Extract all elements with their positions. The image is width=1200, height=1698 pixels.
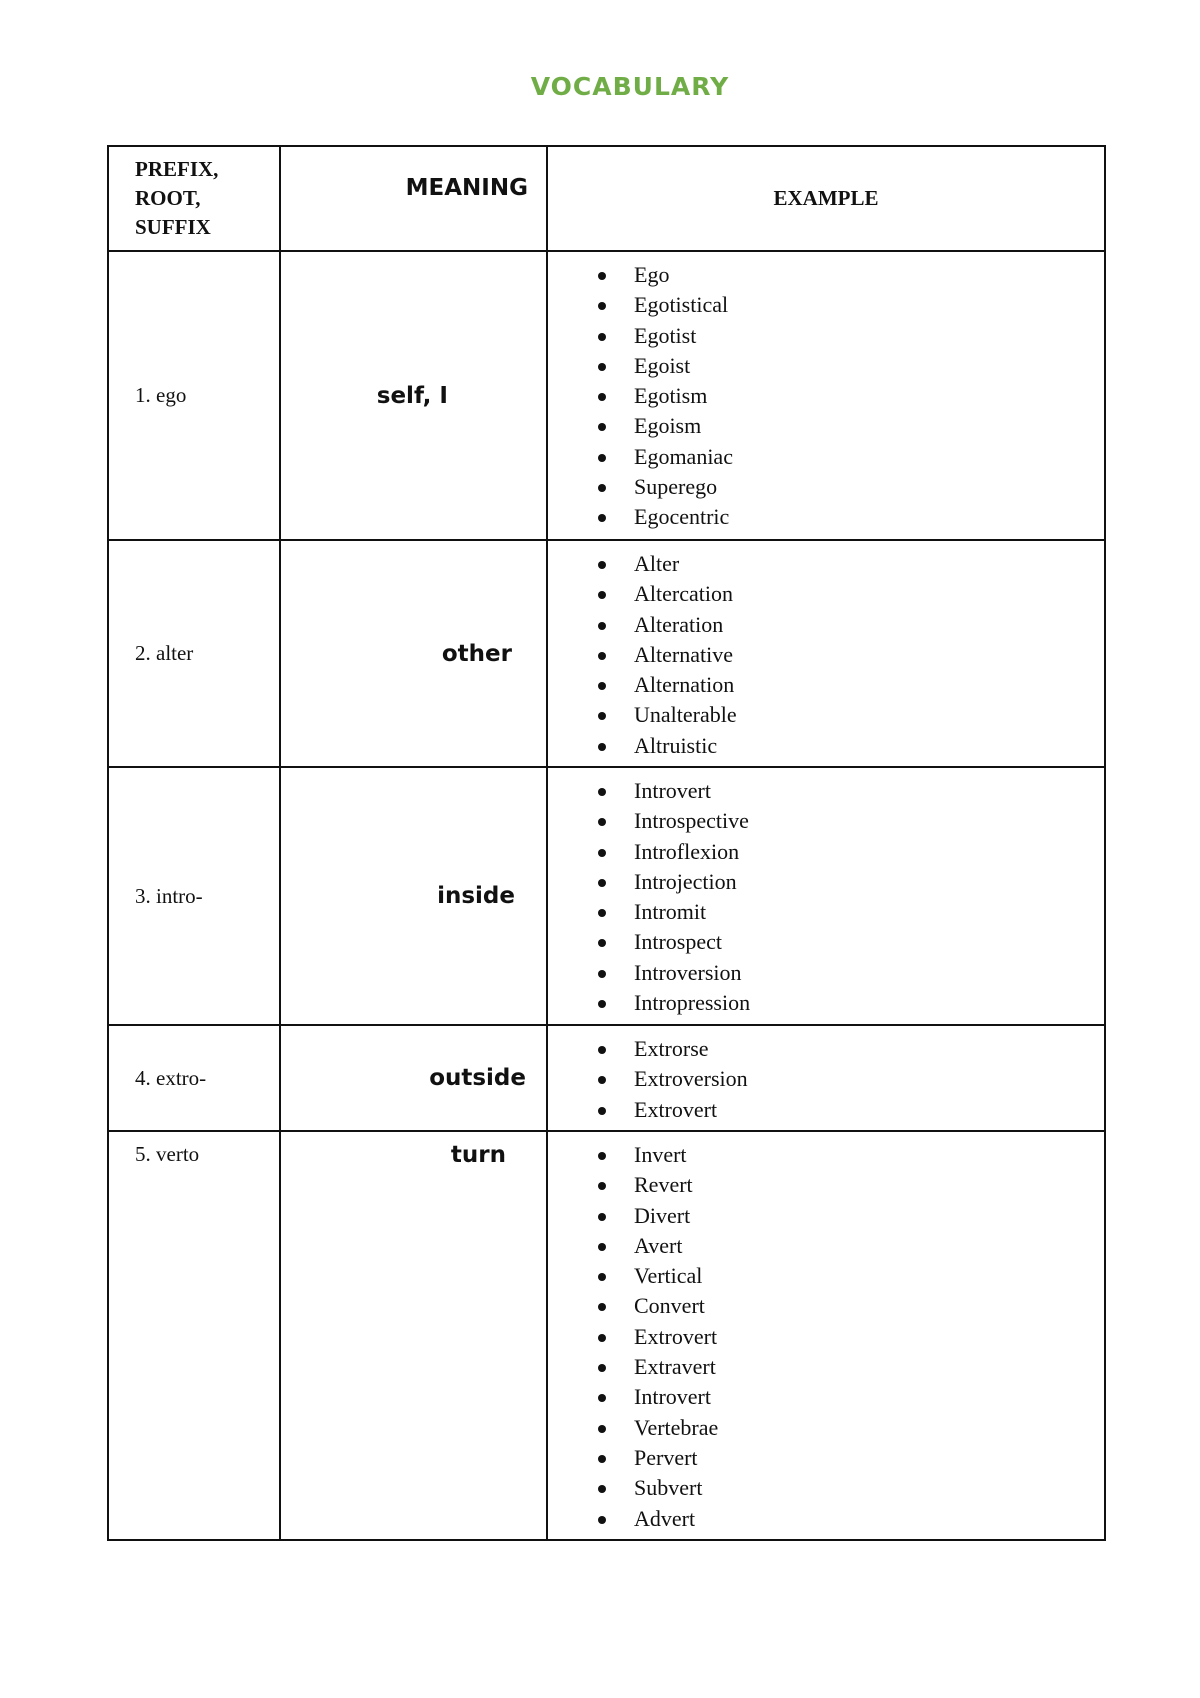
example-word: Extravert	[634, 1352, 1104, 1382]
example-word: Alter	[634, 549, 1104, 579]
header-prefix-root-suffix	[108, 146, 280, 251]
example-word: Divert	[634, 1201, 1104, 1231]
table-row	[108, 251, 1105, 540]
example-word: Revert	[634, 1170, 1104, 1200]
table-header-row	[108, 146, 1105, 251]
meaning-text: self, I	[376, 382, 448, 409]
example-word: Introspective	[634, 806, 1104, 836]
example-word: Altercation	[634, 579, 1104, 609]
example-word: Egotistical	[634, 290, 1104, 320]
header-prefix-line-1: PREFIX,	[135, 157, 219, 181]
example-cell	[547, 251, 1105, 540]
example-word: Extroversion	[634, 1064, 1104, 1094]
example-word: Superego	[634, 472, 1104, 502]
example-word: Alternative	[634, 640, 1104, 670]
example-word: Introversion	[634, 958, 1104, 988]
example-word: Introflexion	[634, 837, 1104, 867]
meaning-text: other	[441, 640, 512, 667]
example-word: Intromit	[634, 897, 1104, 927]
example-word: Introvert	[634, 1382, 1104, 1412]
meaning-text: turn	[450, 1142, 506, 1168]
example-word: Unalterable	[634, 700, 1104, 730]
example-list	[548, 776, 1104, 1018]
prefix-cell: 4. extro-	[108, 1025, 280, 1131]
meaning-cell	[280, 1131, 547, 1540]
example-word: Introjection	[634, 867, 1104, 897]
example-cell	[547, 1025, 1105, 1131]
meaning-cell	[280, 1025, 547, 1131]
header-prefix-line-2: ROOT,	[135, 186, 201, 210]
prefix-cell: 5. verto	[108, 1131, 280, 1540]
example-word: Pervert	[634, 1443, 1104, 1473]
example-word: Convert	[634, 1291, 1104, 1321]
example-word: Extrovert	[634, 1095, 1104, 1125]
example-word: Egotism	[634, 381, 1104, 411]
table-row	[108, 1131, 1105, 1540]
table-row	[108, 540, 1105, 767]
example-cell	[547, 540, 1105, 767]
header-meaning: MEANING	[280, 146, 547, 251]
example-cell	[547, 767, 1105, 1025]
table-row	[108, 1025, 1105, 1131]
example-word: Vertical	[634, 1261, 1104, 1291]
example-word: Egomaniac	[634, 442, 1104, 472]
example-word: Extrovert	[634, 1322, 1104, 1352]
example-word: Egotist	[634, 321, 1104, 351]
example-word: Subvert	[634, 1473, 1104, 1503]
example-word: Introspect	[634, 927, 1104, 957]
meaning-cell	[280, 767, 547, 1025]
prefix-cell: 1. ego	[108, 251, 280, 540]
example-list	[548, 1034, 1104, 1125]
example-cell	[547, 1131, 1105, 1540]
example-word: Egoist	[634, 351, 1104, 381]
example-list	[548, 1140, 1104, 1534]
example-list	[548, 549, 1104, 761]
example-word: Extrorse	[634, 1034, 1104, 1064]
example-word: Introvert	[634, 776, 1104, 806]
example-word: Intropression	[634, 988, 1104, 1018]
header-example: EXAMPLE	[547, 146, 1105, 251]
example-word: Alternation	[634, 670, 1104, 700]
example-word: Ego	[634, 260, 1104, 290]
example-word: Egoism	[634, 411, 1104, 441]
meaning-text: outside	[429, 1065, 526, 1091]
example-word: Invert	[634, 1140, 1104, 1170]
meaning-cell	[280, 251, 547, 540]
meaning-text: inside	[437, 883, 515, 909]
example-word: Alteration	[634, 610, 1104, 640]
example-word: Advert	[634, 1504, 1104, 1534]
header-prefix-line-3: SUFFIX	[135, 215, 211, 239]
prefix-cell: 3. intro-	[108, 767, 280, 1025]
example-word: Egocentric	[634, 502, 1104, 532]
prefix-cell: 2. alter	[108, 540, 280, 767]
example-list	[548, 260, 1104, 533]
table-row	[108, 767, 1105, 1025]
example-word: Altruistic	[634, 731, 1104, 761]
vocabulary-table	[107, 145, 1106, 1541]
example-word: Avert	[634, 1231, 1104, 1261]
page-title: VOCABULARY	[530, 72, 730, 101]
meaning-cell	[280, 540, 547, 767]
example-word: Vertebrae	[634, 1413, 1104, 1443]
